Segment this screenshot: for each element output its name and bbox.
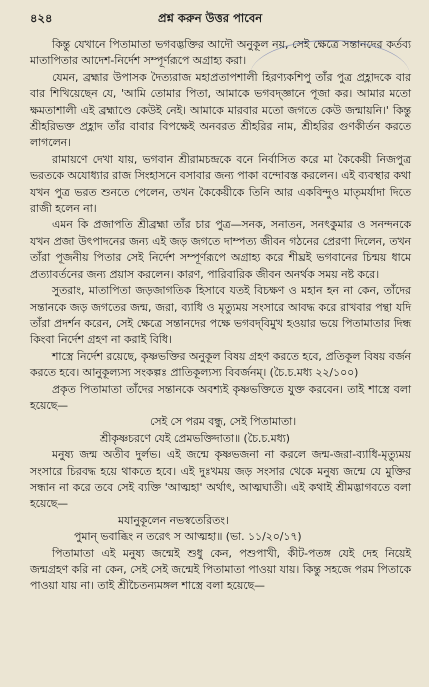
paragraph: রামায়ণে দেখা যায়, ভগবান শ্রীরামচন্দ্রকে বনে নির্বাসিত করে মা কৈকেয়ী নিজপুত্র ভরতকে অযোধ্যার রাজ সিংহাসনে বসাবার জন্য পাকা বন্দোবস্ত করলেন। এই ব্যবস্থার কথা যখন পুত্র ভরত শুনতে পেলেন, তখন কৈকেয়ীকে তিনি আর একবিন্দুও মাতৃমর্যাদা দিতে রাজী হলেন না। [30,152,411,216]
paragraph: যেমন, ব্রহ্মার উপাসক দৈত্যরাজ মহাপ্রতাপশালী হিরণ্যকশিপু তাঁর পুত্র প্রহ্লাদকে বার বার শিখিয়েছেন যে, 'আমি তোমার পিতা, আমাকে ভগবদ্জ্ঞানে পূজা কর। আমার মতো ক্ষমতাশালী এই ব্রহ্মাণ্ডে কেউই নেই। আমাকে মারবার মতো জগতে কেউ জন্মায়নি।' কিন্তু শ্রীহরিভক্ত প্রহ্লাদ তাঁর বাবার বিপক্ষেই অনবরত শ্রীহরির নাম, শ্রীহরির গুণকীর্তন করতে লাগলেন। [30,70,411,150]
paragraph: প্রকৃত পিতামাতা তাঁদের সন্তানকে অবশ্যই কৃষ্ণভক্তিতে যুক্ত করবেন। তাই শাস্ত্রে বলা হয়েছে— [30,382,411,412]
paragraph: পিতামাতা এই মনুষ্য জন্মেই শুধু কেন, পশুপাখী, কীট-পতঙ্গ যেই দেহ নিয়েই জন্মগ্রহণ করি না কেন, সেই সেই জন্মেই পিতামাতা পাওয়া যায়। কিন্তু সহজে পরম পিতাকে পাওয়া যায় না। তাই শ্রীচৈতন্যমঙ্গল শাস্ত্রে বলা হয়েছে— [30,546,411,593]
paragraph: কিন্তু যেখানে পিতামাতা ভগবদ্ভক্তির আদৌ অনুকূল নয়, সেই ক্ষেত্রে সন্তানদের কর্তব্য মাতাপিতার আদেশ-নির্দেশ সম্পূর্ণরূপে অগ্রাহ্য করা। [30,38,411,68]
verse-line: পুমান্ ভবাব্ধিং ন তরেৎ স আত্মহা॥ (ভা. ১১/২০/১৭) [74,530,302,544]
paragraph: শাস্ত্রে নির্দেশ রয়েছে, কৃষ্ণভক্তির অনুকূল বিষয় গ্রহণ করতে হবে, প্রতিকূল বিষয় বর্জন করতে হবে। আনুকূল্যস্য সংকল্পঃ প্রাতিকূল্যস্য বিবর্জনম্। (চৈ.চ.মধ্য ২২/১০০) [30,349,411,380]
page-number: ৪২৪ [30,11,53,25]
verse-line: সেই সে পরম বন্ধু, সেই পিতামাতা। [150,415,297,429]
page-header [30,10,411,29]
running-title: প্রশ্ন করুন উত্তর পাবেন [158,11,263,25]
verse-line: মযানুকূলেন নভস্বতেরিতং। [118,513,229,527]
pen-mark [250,40,410,111]
paragraph: সুতরাং, মাতাপিতা জড়জাগতিক হিসাবে যতই বিচক্ষণ ও মহান হন না কেন, তাঁদের সন্তানকে জড় জগতের জন্ম, জরা, ব্যাধি ও মৃত্যুময় সংসারে আবদ্ধ করে রাখবার পন্থা যদি তাঁরা প্রদর্শন করেন, সেই ক্ষেত্রে সন্তানদের পক্ষে ভগবদ্‌বিমুখ হওয়ার ভয়ে পিতামাতার দিন্ধ কিংবা নির্দেশ গ্রহণ না করাই বিধি। [30,284,411,347]
paragraph: মনুষ্য জন্ম অতীব দুর্লভ। এই জন্মে কৃষ্ণভজনা না করলে জন্ম-জরা-ব্যাধি-মৃত্যুময় সংসারে চিরবদ্ধ হয়ে থাকতে হবে। এই দুঃখময় জড় সংসার থেকে মনুষ্য জন্মে যে মুক্তির সন্ধান না করে তবে সেই ব্যক্তি 'আত্মহা' অর্থাৎ, আত্মঘাতী। এই কথাই শ্রীমদ্ভাগবতে বলা হয়েছে— [30,448,411,511]
verse-line: শ্রীকৃষ্ণচরণে যেই প্রেমভক্তিদাতা॥ (চৈ.চ.মধ্য) [100,431,290,445]
paragraph: এমন কি প্রজাপতি শ্রীব্রহ্মা তাঁর চার পুত্র—সনক, সনাতন, সনৎকুমার ও সনন্দনকে যখন প্রজা উৎপাদনের জন্য এই জড় জগতে দাম্পত্য জীবন গঠনের প্রেরণা দিলেন, তখন তাঁরা পূজনীয় পিতার সেই নির্দেশ সম্পূর্ণরূপে অগ্রাহ্য করে শীঘ্রই ভগবানের চিন্ময় ধামে প্রত্যাবর্তনের জন্য প্রয়াস করলেন। কারণ, পারিবারিক জীবন অনর্থক সময় নষ্ট করে। [30,218,411,281]
